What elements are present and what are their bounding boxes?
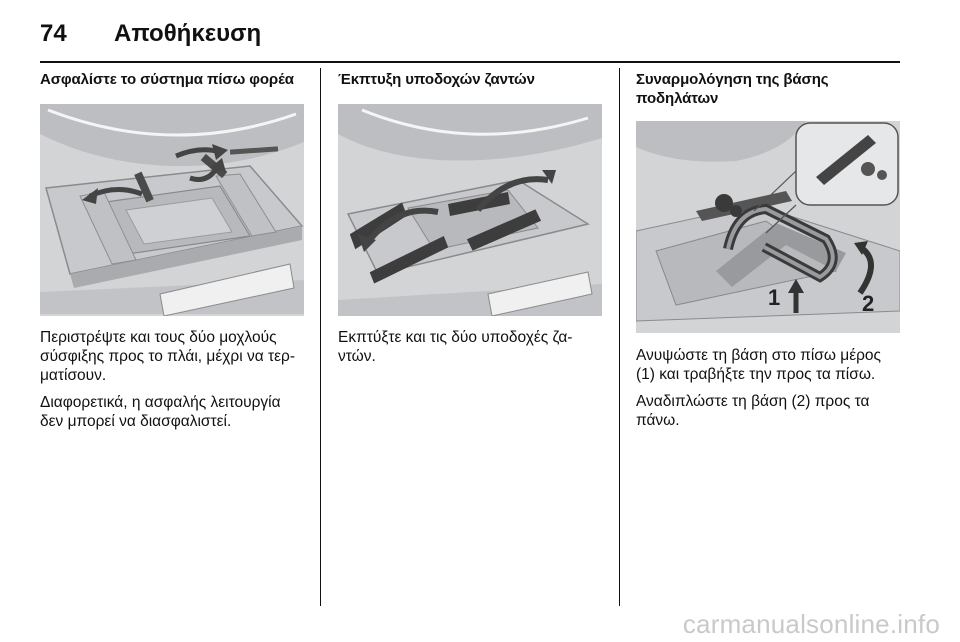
callout-1: 1 — [768, 285, 781, 310]
section-text — [40, 328, 304, 439]
paragraph: Περιστρέψτε και τους δύο μοχλούς σύσφιξης προς το πλάι, μέχρι να τερ-ματίσουν. — [40, 329, 295, 384]
watermark: carmanualsonline.info — [682, 609, 940, 639]
section-heading: Έκπτυξη υποδοχών ζαντών — [338, 71, 535, 88]
paragraph: Εκπτύξτε και τις δύο υποδοχές ζα-ντών. — [338, 329, 573, 365]
paragraph: Διαφορετικά, η ασφαλής λειτουργία δεν μπορεί να διασφαλιστεί. — [40, 394, 281, 430]
paragraph: Αναδιπλώστε τη βάση (2) προς τα πάνω. — [636, 393, 870, 429]
callout-2: 2 — [862, 291, 875, 316]
illustration-bike-carrier-assembly — [636, 121, 900, 333]
page-title: Αποθήκευση — [114, 20, 262, 47]
column-assemble-bike-carrier — [636, 70, 900, 429]
section-heading: Συναρμολόγηση της βάσης ποδηλάτων — [636, 71, 829, 107]
column-divider — [619, 68, 620, 606]
illustration-wheel-holders — [338, 104, 602, 316]
header-rule — [40, 61, 900, 63]
illustration-clamping-levers — [40, 104, 304, 316]
page-header — [40, 14, 261, 54]
section-text — [338, 328, 602, 374]
column-lock-carrier — [40, 70, 304, 430]
paragraph: Ανυψώστε τη βάση στο πίσω μέρος (1) και τραβήξτε την προς τα πίσω. — [636, 347, 882, 383]
column-unfold-wheel-holders — [338, 70, 602, 365]
page-number: 74 — [40, 20, 67, 47]
section-text — [636, 346, 900, 438]
section-heading: Ασφαλίστε το σύστημα πίσω φορέα — [40, 71, 294, 88]
column-divider — [320, 68, 321, 606]
